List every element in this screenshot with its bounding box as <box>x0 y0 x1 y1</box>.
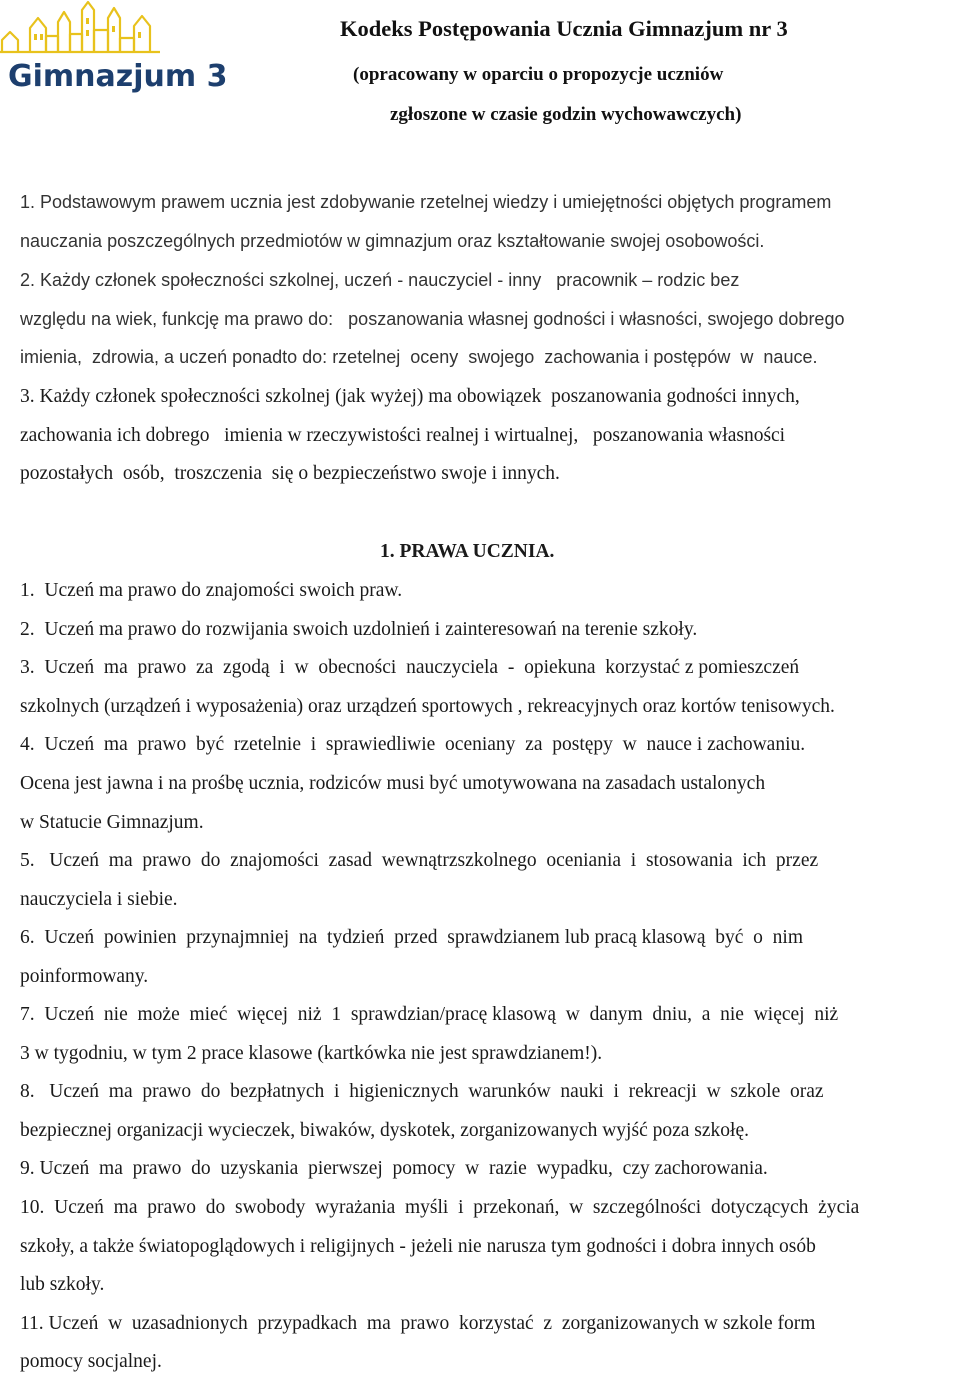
section-title: 1. PRAWA UCZNIA. <box>380 541 555 562</box>
rights-line: 7. Uczeń nie może mieć więcej niż 1 sprawdzian/pracę klasową w danym dniu, a nie więcej niż <box>20 1004 839 1025</box>
rights-line: w Statucie Gimnazjum. <box>20 812 204 833</box>
intro-line: nauczania poszczególnych przedmiotów w gimnazjum oraz kształtowanie swojej osobowości. <box>20 231 765 251</box>
rights-line: bezpiecznej organizacji wycieczek, biwaków, dyskotek, zorganizowanych wyjść poza szkołę. <box>20 1120 749 1141</box>
svg-text:Gimnazjum 3: Gimnazjum 3 <box>8 59 228 94</box>
rights-line: szkolnych (urządzeń i wyposażenia) oraz urządzeń sportowych , rekreacyjnych oraz kortów tenisowych. <box>20 696 835 717</box>
rights-line: 1. Uczeń ma prawo do znajomości swoich praw. <box>20 580 403 601</box>
rights-line: poinformowany. <box>20 966 149 987</box>
rights-line: szkoły, a także światopoglądowych i religijnych - jeżeli nie narusza tym godności i dobra innych osób <box>20 1236 816 1257</box>
rights-line: 9. Uczeń ma prawo do uzyskania pierwszej pomocy w razie wypadku, czy zachorowania. <box>20 1158 768 1179</box>
intro-line: zachowania ich dobrego imienia w rzeczywistości realnej i wirtualnej, poszanowania własności <box>20 425 786 446</box>
document-subtitle-line-1: (opracowany w oparciu o propozycje uczniów <box>353 64 724 85</box>
rights-line: 4. Uczeń ma prawo być rzetelnie i sprawiedliwie oceniany za postępy w nauce i zachowaniu. <box>20 734 806 755</box>
rights-line: 11. Uczeń w uzasadnionych przypadkach ma prawo korzystać z zorganizowanych w szkole form <box>20 1313 816 1334</box>
intro-line: imienia, zdrowia, a uczeń ponadto do: rzetelnej oceny swojego zachowania i postępów w nauce. <box>20 347 818 367</box>
intro-line: pozostałych osób, troszczenia się o bezpieczeństwo swoje i innych. <box>20 463 560 484</box>
rights-line: pomocy socjalnej. <box>20 1351 162 1372</box>
rights-line: 2. Uczeń ma prawo do rozwijania swoich uzdolnień i zainteresowań na terenie szkoły. <box>20 619 698 640</box>
castle-icon <box>0 0 230 100</box>
document-subtitle-line-2: zgłoszone w czasie godzin wychowawczych) <box>390 104 742 125</box>
intro-line: 2. Każdy członek społeczności szkolnej, uczeń - nauczyciel - inny pracownik – rodzic bez <box>20 270 740 290</box>
document-title: Kodeks Postępowania Ucznia Gimnazjum nr 3 <box>340 16 788 41</box>
rights-line: lub szkoły. <box>20 1274 105 1295</box>
rights-line: 8. Uczeń ma prawo do bezpłatnych i higienicznych warunków nauki i rekreacji w szkole oraz <box>20 1081 824 1102</box>
rights-line: nauczyciela i siebie. <box>20 889 178 910</box>
intro-line: 1. Podstawowym prawem ucznia jest zdobywanie rzetelnej wiedzy i umiejętności objętych programem <box>20 192 832 212</box>
rights-line: 10. Uczeń ma prawo do swobody wyrażania myśli i przekonań, w szczególności dotyczących życia <box>20 1197 860 1218</box>
intro-line: względu na wiek, funkcję ma prawo do: poszanowania własnej godności i własności, swojego dobrego <box>20 309 845 329</box>
rights-line: 5. Uczeń ma prawo do znajomości zasad wewnątrzszkolnego oceniania i stosowania ich przez <box>20 850 819 871</box>
rights-line: 3. Uczeń ma prawo za zgodą i w obecności nauczyciela - opiekuna korzystać z pomieszczeń <box>20 657 800 678</box>
rights-line: 3 w tygodniu, w tym 2 prace klasowe (kartkówka nie jest sprawdzianem!). <box>20 1043 603 1064</box>
intro-line: 3. Każdy członek społeczności szkolnej (jak wyżej) ma obowiązek poszanowania godności innych, <box>20 386 800 407</box>
rights-line: 6. Uczeń powinien przynajmniej na tydzień przed sprawdzianem lub pracą klasową być o nim <box>20 927 803 948</box>
school-logo <box>0 0 230 100</box>
rights-line: Ocena jest jawna i na prośbę ucznia, rodziców musi być umotywowana na zasadach ustalonych <box>20 773 766 794</box>
